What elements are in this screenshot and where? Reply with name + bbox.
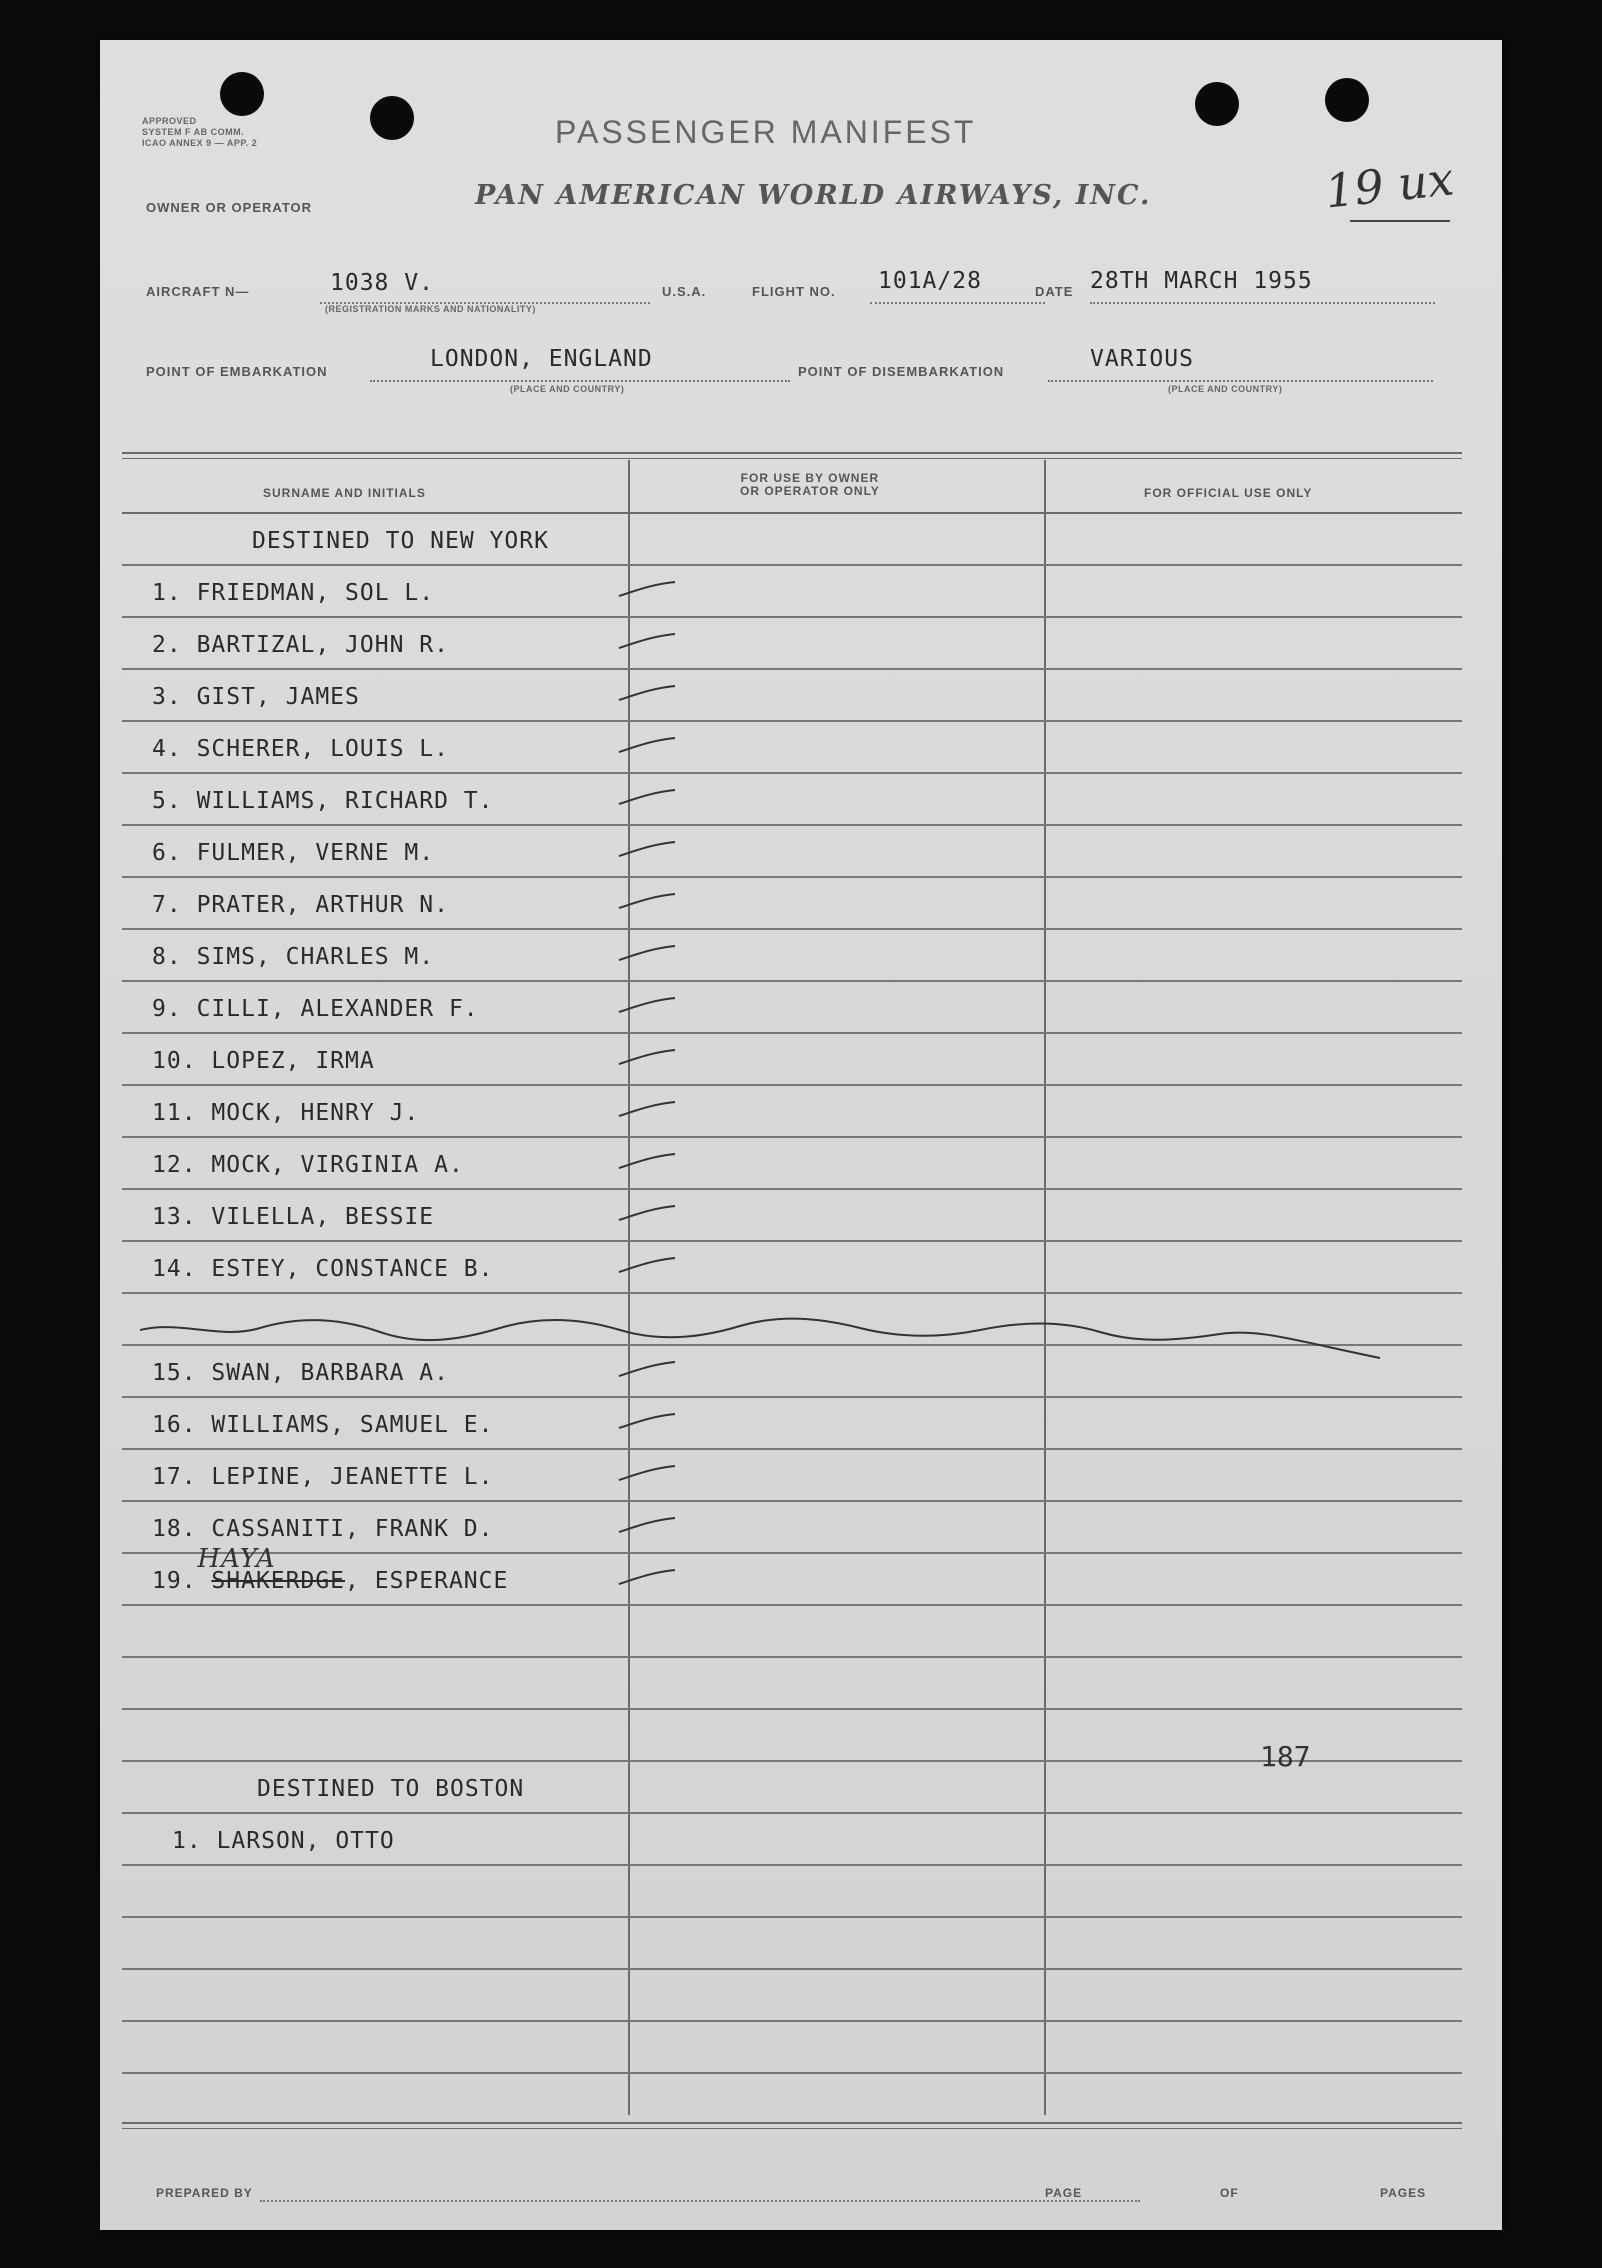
- footer-rule-thin: [122, 2128, 1462, 2129]
- table-row: [122, 1242, 1462, 1294]
- flight-value: 101A/28: [878, 268, 982, 294]
- blank-row: [122, 1658, 1462, 1710]
- passenger-number: 6.: [152, 840, 182, 866]
- passenger-name-rest: , ESPERANCE: [345, 1568, 509, 1594]
- table-row: [122, 1544, 1462, 1606]
- passenger-number: 16.: [152, 1412, 197, 1438]
- aircraft-country: U.S.A.: [662, 284, 707, 299]
- blank-row: [122, 1918, 1462, 1970]
- passenger-entry: [152, 1204, 434, 1230]
- passenger-number: 18.: [152, 1516, 197, 1542]
- struck-surname: SHAKERDGE HAYA: [197, 1544, 346, 1594]
- passenger-name: ESTEY, CONSTANCE B.: [211, 1256, 494, 1282]
- passenger-name: PRATER, ARTHUR N.: [196, 892, 449, 918]
- passenger-name: MOCK, VIRGINIA A.: [211, 1152, 464, 1178]
- passenger-name: FULMER, VERNE M.: [196, 840, 435, 866]
- approval-note: APPROVED SYSTEM F AB COMM. ICAO ANNEX 9 — APP. 2: [142, 116, 258, 148]
- passenger-name: LARSON, OTTO: [216, 1828, 395, 1854]
- row-rule: [122, 2072, 1462, 2074]
- passenger-entry: [152, 1516, 494, 1542]
- table-row: [122, 774, 1462, 826]
- manifest-page: [100, 40, 1502, 2230]
- passenger-entry: [152, 632, 449, 658]
- passenger-entry: [152, 1100, 419, 1126]
- disembarkation-value: VARIOUS: [1090, 346, 1194, 372]
- passenger-entry: [152, 996, 479, 1022]
- check-mark: [617, 1360, 677, 1378]
- separator-wave: [140, 1300, 1440, 1360]
- passenger-entry: [152, 1412, 494, 1438]
- check-mark: [617, 736, 677, 754]
- passenger-name: SCHERER, LOUIS L.: [196, 736, 449, 762]
- date-fill-line: [1090, 302, 1435, 304]
- aircraft-label: AIRCRAFT N—: [146, 284, 250, 299]
- passenger-number: 19.: [152, 1568, 197, 1594]
- table-row: [122, 1450, 1462, 1502]
- passenger-entry: [152, 1152, 464, 1178]
- col-official-header: FOR OFFICIAL USE ONLY: [1144, 486, 1313, 500]
- table-row: [122, 878, 1462, 930]
- table-row: [122, 566, 1462, 618]
- passenger-name: GIST, JAMES: [196, 684, 360, 710]
- disembarkation-fill-line: [1048, 380, 1433, 382]
- passenger-number: 7.: [152, 892, 182, 918]
- disembarkation-label: POINT OF DISEMBARKATION: [798, 364, 1005, 379]
- check-mark: [617, 580, 677, 598]
- passenger-name: WILLIAMS, RICHARD T.: [196, 788, 494, 814]
- check-mark: [617, 1412, 677, 1430]
- embarkation-fill-line: [370, 380, 790, 382]
- blank-row: [122, 1970, 1462, 2022]
- table-row: [122, 826, 1462, 878]
- check-mark: [617, 684, 677, 702]
- table-row: [122, 722, 1462, 774]
- col-surname-header: SURNAME AND INITIALS: [263, 486, 426, 500]
- passenger-number: 10.: [152, 1048, 197, 1074]
- prepared-by-line: [260, 2200, 1140, 2202]
- of-label: OF: [1220, 2186, 1239, 2200]
- passenger-entry: [152, 1256, 494, 1282]
- passenger-entry: [152, 892, 449, 918]
- embarkation-value: LONDON, ENGLAND: [430, 346, 653, 372]
- passenger-number: 8.: [152, 944, 182, 970]
- passenger-name: SIMS, CHARLES M.: [196, 944, 435, 970]
- group-heading-row: [122, 514, 1462, 566]
- punch-hole: [370, 96, 414, 140]
- passenger-name: VILELLA, BESSIE: [211, 1204, 435, 1230]
- passenger-entry: [152, 1048, 375, 1074]
- check-mark: [617, 996, 677, 1014]
- passenger-number: 17.: [152, 1464, 197, 1490]
- passenger-name: LEPINE, JEANETTE L.: [211, 1464, 494, 1490]
- passenger-name: SWAN, BARBARA A.: [211, 1360, 449, 1386]
- passenger-name: BARTIZAL, JOHN R.: [196, 632, 449, 658]
- pages-label: PAGES: [1380, 2186, 1427, 2200]
- stamp-number: 187: [1260, 1740, 1311, 1773]
- prepared-by-label: PREPARED BY: [156, 2186, 253, 2200]
- aircraft-sublabel: (REGISTRATION MARKS AND NATIONALITY): [325, 304, 536, 314]
- passenger-number: 9.: [152, 996, 182, 1022]
- flight-label: FLIGHT NO.: [752, 284, 836, 299]
- handwritten-underline: [1350, 220, 1450, 222]
- check-mark: [617, 1048, 677, 1066]
- table-row: [122, 1190, 1462, 1242]
- table-row: [122, 1502, 1462, 1554]
- passenger-name: CASSANITI, FRANK D.: [211, 1516, 494, 1542]
- passenger-entry: [152, 788, 494, 814]
- aircraft-value: 1038 V.: [330, 270, 434, 296]
- passenger-number: 3.: [152, 684, 182, 710]
- table-row: [122, 618, 1462, 670]
- passenger-name: MOCK, HENRY J.: [211, 1100, 420, 1126]
- passenger-number: 2.: [152, 632, 182, 658]
- owner-label: OWNER OR OPERATOR: [146, 200, 313, 215]
- punch-hole: [1325, 78, 1369, 122]
- passenger-entry: [152, 1544, 509, 1594]
- table-top-rule-thin: [122, 458, 1462, 459]
- passenger-number: 15.: [152, 1360, 197, 1386]
- check-mark: [617, 840, 677, 858]
- blank-row: [122, 1866, 1462, 1918]
- check-mark: [617, 1152, 677, 1170]
- passenger-entry: [152, 736, 449, 762]
- check-mark: [617, 1100, 677, 1118]
- group-heading: DESTINED TO BOSTON: [257, 1776, 525, 1802]
- blank-row: [122, 1606, 1462, 1658]
- passenger-entry: [152, 580, 434, 606]
- embarkation-sublabel: (PLACE AND COUNTRY): [510, 384, 625, 394]
- table-row: [122, 1138, 1462, 1190]
- col-owner-header: FOR USE BY OWNER OR OPERATOR ONLY: [740, 471, 880, 498]
- passenger-name: CILLI, ALEXANDER F.: [196, 996, 479, 1022]
- table-row: [122, 1398, 1462, 1450]
- flight-fill-line: [870, 302, 1045, 304]
- passenger-entry: [152, 840, 434, 866]
- table-row: [122, 1034, 1462, 1086]
- disembarkation-sublabel: (PLACE AND COUNTRY): [1168, 384, 1283, 394]
- table-row: [122, 930, 1462, 982]
- check-mark: [617, 1204, 677, 1222]
- company-name: PAN AMERICAN WORLD AIRWAYS, INC.: [475, 180, 1152, 211]
- page-label: PAGE: [1045, 2186, 1083, 2200]
- date-label: DATE: [1035, 284, 1074, 299]
- check-mark: [617, 632, 677, 650]
- check-mark: [617, 944, 677, 962]
- punch-hole: [220, 72, 264, 116]
- check-mark: [617, 1464, 677, 1482]
- passenger-number: 12.: [152, 1152, 197, 1178]
- punch-hole: [1195, 82, 1239, 126]
- check-mark: [617, 892, 677, 910]
- handwritten-correction: HAYA: [197, 1544, 276, 1574]
- passenger-number: 1.: [172, 1828, 202, 1854]
- passenger-number: 5.: [152, 788, 182, 814]
- passenger-name: FRIEDMAN, SOL L.: [196, 580, 435, 606]
- table-top-rule: [122, 452, 1462, 454]
- passenger-entry: [152, 684, 360, 710]
- passenger-number: 1.: [152, 580, 182, 606]
- passenger-name: LOPEZ, IRMA: [211, 1048, 375, 1074]
- passenger-entry: [172, 1828, 395, 1854]
- check-mark: [617, 1256, 677, 1274]
- check-mark: [617, 1568, 677, 1586]
- passenger-number: 13.: [152, 1204, 197, 1230]
- check-mark: [617, 788, 677, 806]
- date-value: 28TH MARCH 1955: [1090, 268, 1313, 294]
- embarkation-label: POINT OF EMBARKATION: [146, 364, 328, 379]
- passenger-number: 4.: [152, 736, 182, 762]
- passenger-number: 11.: [152, 1100, 197, 1126]
- passenger-entry: [152, 1464, 494, 1490]
- passenger-number: 14.: [152, 1256, 197, 1282]
- check-mark: [617, 1516, 677, 1534]
- group-heading: DESTINED TO NEW YORK: [252, 528, 549, 554]
- page-title: PASSENGER MANIFEST: [555, 114, 977, 150]
- table-row: [122, 670, 1462, 722]
- table-row: [122, 1814, 1462, 1866]
- passenger-entry: [152, 1360, 449, 1386]
- blank-row: [122, 2022, 1462, 2074]
- passenger-entry: [152, 944, 434, 970]
- footer-rule: [122, 2122, 1462, 2124]
- table-row: [122, 1086, 1462, 1138]
- table-row: [122, 982, 1462, 1034]
- passenger-name: WILLIAMS, SAMUEL E.: [211, 1412, 494, 1438]
- handwritten-note: 19 ux: [1322, 151, 1457, 219]
